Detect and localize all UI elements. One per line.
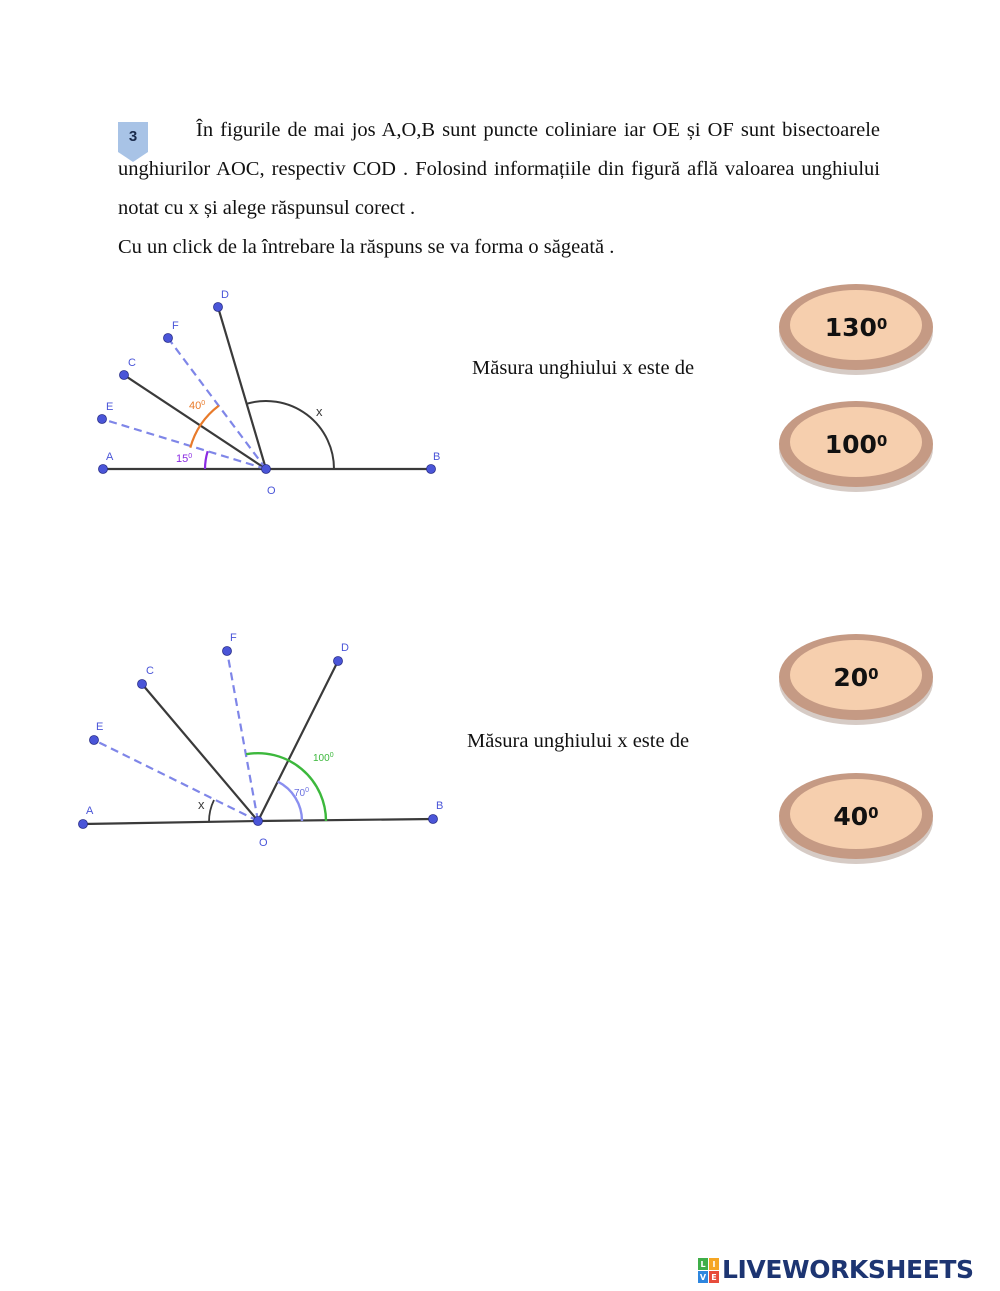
logo-letter-v: V	[699, 1273, 707, 1282]
instruction-text: În figurile de mai jos A,O,B sunt puncte coliniare iar OE și OF sunt bisectoarele unghiurilor AOC, respectiv COD . Folosind informațiile din figură află valoarea unghiului notat cu x și alege răspunsul corect .	[118, 119, 880, 219]
exercise2-question[interactable]: Măsura unghiului x este de	[467, 730, 690, 752]
answer-label: 130 $^0$	[824, 312, 888, 342]
label-A: A	[86, 805, 94, 817]
ray-OA	[83, 821, 258, 824]
hint-paragraph	[118, 228, 880, 267]
ray-OB	[258, 819, 433, 821]
point-A	[99, 465, 108, 474]
label-C: C	[146, 665, 154, 677]
point-O	[262, 465, 271, 474]
exercise1-figure	[90, 285, 450, 500]
ray-OF	[227, 651, 258, 821]
logo-text: LIVEWORKSHEETS	[722, 1255, 974, 1284]
label-70: $70^0$	[294, 787, 310, 799]
label-15: $15^0$	[176, 453, 193, 465]
liveworksheets-logo	[698, 1255, 994, 1287]
point-B	[429, 815, 438, 824]
logo-letter-l: L	[700, 1260, 706, 1269]
label-B: B	[436, 800, 444, 812]
label-x: x	[198, 797, 205, 812]
label-D: D	[341, 642, 349, 654]
label-F: F	[172, 320, 179, 332]
label-100: $100^0$	[313, 752, 334, 764]
point-C	[138, 680, 147, 689]
hint-text: Cu un click de la întrebare la răspuns se va forma o săgeată .	[118, 236, 615, 258]
exercise2-labels	[86, 632, 443, 849]
label-B: B	[433, 451, 441, 463]
label-E: E	[106, 401, 114, 413]
label-D: D	[221, 289, 229, 301]
exercise1-question[interactable]: Măsura unghiului x este de	[472, 357, 695, 379]
label-C: C	[128, 357, 136, 369]
answer-label: 100 $^0$	[824, 429, 888, 459]
answer-label: 20 $^0$	[833, 662, 879, 692]
answer-20-button[interactable]	[778, 632, 934, 726]
label-x: x	[316, 404, 323, 419]
answer-100-button[interactable]	[778, 399, 934, 493]
label-E: E	[96, 721, 104, 733]
arc-15	[205, 451, 208, 469]
point-C	[120, 371, 129, 380]
label-O: O	[259, 837, 268, 849]
exercise2-figure	[70, 625, 455, 855]
point-O	[254, 817, 263, 826]
arc-x	[209, 800, 214, 822]
label-A: A	[106, 451, 114, 463]
ray-OD	[218, 307, 266, 469]
exercise1-lines	[102, 307, 432, 469]
logo-letter-i: I	[712, 1260, 716, 1269]
answer-130-button[interactable]	[778, 282, 934, 376]
point-D	[334, 657, 343, 666]
point-A	[79, 820, 88, 829]
exercise1-labels	[106, 289, 440, 497]
point-E	[98, 415, 107, 424]
exercise1-points	[98, 303, 436, 474]
exercise2-points	[79, 647, 438, 829]
point-F	[223, 647, 232, 656]
exercise2-lines	[83, 651, 433, 824]
instruction-paragraph	[118, 111, 880, 228]
point-B	[427, 465, 436, 474]
point-E	[90, 736, 99, 745]
arc-40	[190, 406, 218, 448]
task-number: 3	[128, 128, 138, 145]
logo-icon	[698, 1258, 720, 1284]
ray-OE	[94, 740, 258, 821]
label-O: O	[267, 485, 276, 497]
label-40: $40^0$	[189, 400, 206, 412]
point-D	[214, 303, 223, 312]
answer-40-button[interactable]	[778, 771, 934, 865]
label-F: F	[230, 632, 237, 644]
point-F	[164, 334, 173, 343]
logo-letter-e: E	[711, 1273, 717, 1282]
answer-label: 40 $^0$	[833, 801, 879, 831]
ray-OC	[124, 375, 266, 469]
